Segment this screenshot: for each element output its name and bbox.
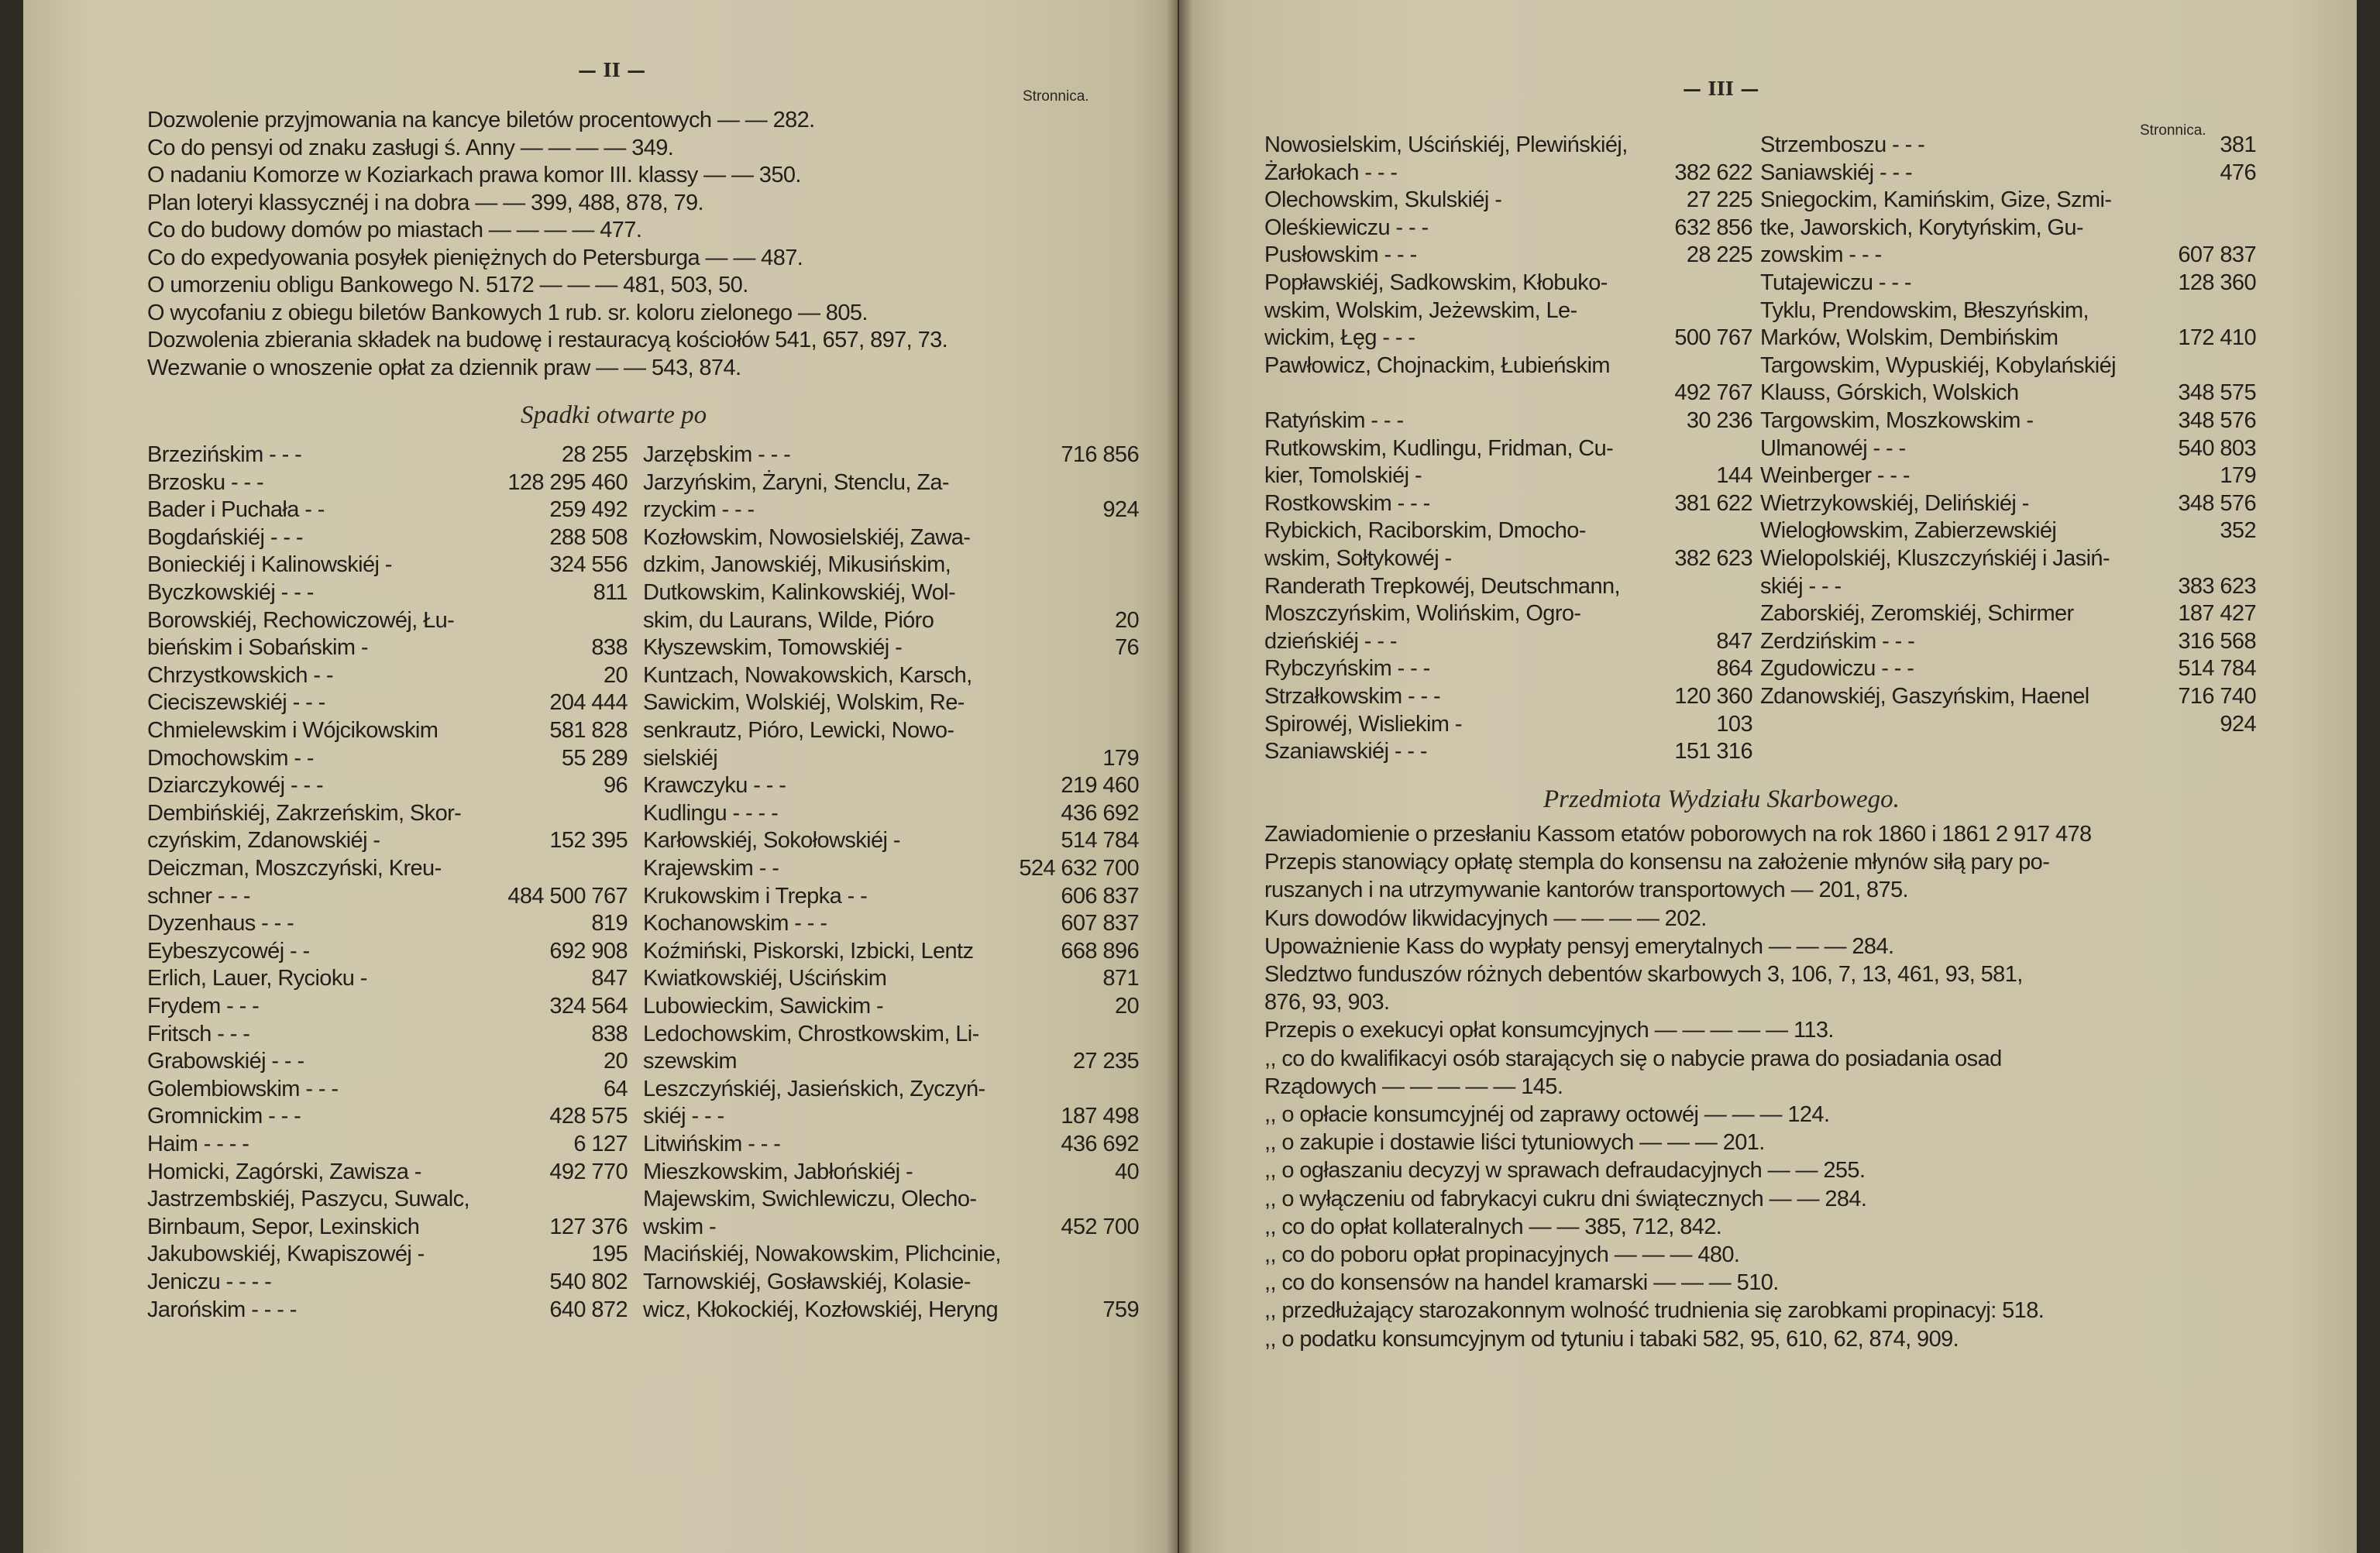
index-line: 876, 93, 903.: [1264, 990, 1390, 1015]
entry-pages: 27 235: [1072, 1049, 1139, 1074]
index-line: O wycofaniu z obiegu biletów Bankowych 1 rub. sr. koloru zielonego — 805.: [147, 300, 868, 325]
entry-name: senkrautz, Pióro, Lewicki, Nowo-: [643, 718, 954, 743]
entry-name: Bonieckiéj i Kalinowskiéj -: [147, 552, 392, 578]
index-line: ,, o ogłaszaniu decyzyj w sprawach defraudacyjnych — — 255.: [1264, 1158, 1866, 1184]
entry-name: Leszczyńskiéj, Jasieńskich, Zyczyń-: [643, 1076, 985, 1101]
entry-name: Oleśkiewiczu - - -: [1264, 215, 1429, 240]
entry-pages: 514 784: [1061, 828, 1139, 854]
entry-pages: 716 740: [2178, 684, 2256, 709]
entry-name: Bogdańskiéj - - -: [147, 524, 303, 550]
entry-name: Targowskim, Wypuskiéj, Kobylańskiéj: [1760, 352, 2117, 378]
index-line: ,, o zakupie i dostawie liści tytuniowych — — — 201.: [1264, 1130, 1765, 1156]
entry-name: Sniegockim, Kamińskim, Gize, Szmi-: [1760, 187, 2112, 213]
entry-name: Zaborskiéj, Zeromskiéj, Schirmer: [1760, 601, 2074, 627]
index-line: Plan loteryi klassycznéj i na dobra — — 399, 488, 878, 79.: [147, 190, 704, 215]
entry-name: Zdanowskiéj, Gaszyńskim, Haenel: [1760, 684, 2089, 709]
entry-name: rzyckim - - -: [643, 497, 755, 523]
index-line: Wezwanie o wnoszenie opłat za dziennik praw — — 543, 874.: [147, 355, 741, 380]
index-line: Kurs dowodów likwidacyjnych — — — — 202.: [1264, 905, 1707, 931]
entry-name: zowskim - - -: [1760, 242, 1882, 268]
index-line: ,, co do konsensów na handel kramarski — — — 510.: [1264, 1270, 1779, 1296]
book-gutter: [1166, 0, 1192, 1553]
index-line: Upoważnienie Kass do wypłaty pensyj emerytalnych — — — 284.: [1264, 933, 1894, 959]
index-line: ,, co do opłat kollateralnych — — 385, 712, 842.: [1264, 1214, 1722, 1239]
entry-pages: 204 444: [549, 690, 628, 716]
entry-name: Saniawskiéj - - -: [1760, 160, 1913, 185]
entry-pages: 540 802: [549, 1270, 628, 1294]
entry-pages: 20: [603, 1049, 628, 1074]
stronnica-label: Stronnica.: [1023, 88, 1089, 105]
entry-pages: 606 837: [1061, 883, 1139, 909]
entry-pages: 838: [591, 1021, 628, 1046]
index-line: Co do expedyowania posyłek pieniężnych do Petersburga — — 487.: [147, 245, 803, 270]
entry-pages: 692 908: [549, 938, 628, 964]
index-line: Rządowych — — — — — 145.: [1264, 1074, 1563, 1099]
entry-pages: 96: [603, 773, 628, 799]
entry-pages: 151 316: [1674, 739, 1752, 764]
entry-pages: 352: [2220, 518, 2256, 544]
entry-name: dzieńskiéj - - -: [1264, 628, 1397, 654]
index-line: Dozwolenia zbierania składek na budowę i restauracyą kościołów 541, 657, 897, 73.: [147, 328, 948, 352]
index-line: Zawiadomienie o przesłaniu Kassom etatów poborowych na rok 1860 i 1861 2 917 478: [1264, 822, 2092, 847]
entry-pages: 924: [1102, 497, 1139, 523]
entry-name: Dembińskiéj, Zakrzeńskim, Skor-: [147, 800, 462, 826]
entry-name: Brzezińskim - - -: [147, 442, 302, 467]
entry-pages: 20: [1114, 994, 1139, 1019]
entry-pages: 632 856: [1674, 215, 1752, 240]
entry-pages: 500 767: [1674, 325, 1752, 351]
entry-name: wskim, Sołtykowéj -: [1264, 546, 1452, 571]
entry-name: Tutajewiczu - - -: [1760, 270, 1911, 295]
index-line: Co do budowy domów po miastach — — — — 477.: [147, 218, 642, 242]
entry-name: Weinberger - - -: [1760, 463, 1910, 489]
entry-pages: 607 837: [1061, 911, 1139, 936]
entry-pages: 382 623: [1674, 546, 1752, 571]
entry-name: Żarłokach - - -: [1264, 160, 1398, 185]
entry-pages: 640 872: [549, 1297, 628, 1322]
entry-name: wskim, Wolskim, Jeżewskim, Le-: [1264, 297, 1577, 323]
entry-pages: 348 576: [2178, 408, 2256, 433]
entry-name: Krajewskim - -: [643, 856, 779, 881]
entry-name: Jarzębskim - - -: [643, 442, 791, 467]
entry-pages: 324 556: [549, 552, 628, 578]
entry-name: Spirowéj, Wisliekim -: [1264, 711, 1462, 737]
entry-pages: 27 225: [1686, 187, 1752, 213]
entry-pages: 187 498: [1061, 1104, 1139, 1129]
entry-pages: 20: [1114, 607, 1139, 633]
entry-pages: 30 236: [1686, 408, 1752, 433]
entry-pages: 514 784: [2178, 656, 2256, 682]
entry-name: Kochanowskim - - -: [643, 911, 827, 936]
entry-pages: 128 360: [2178, 270, 2256, 295]
entry-name: Szaniawskiéj - - -: [1264, 739, 1427, 764]
entry-pages: 348 576: [2178, 490, 2256, 516]
entry-name: Tarnowskiéj, Gosławskiéj, Kolasie-: [643, 1270, 971, 1294]
entry-pages: 76: [1114, 635, 1139, 661]
entry-name: Rybickich, Raciborskim, Dmocho-: [1264, 518, 1586, 544]
entry-pages: 668 896: [1061, 938, 1139, 964]
entry-pages: 716 856: [1061, 442, 1139, 467]
entry-name: Ledochowskim, Chrostkowskim, Li-: [643, 1021, 979, 1046]
entry-name: Golembiowskim - - -: [147, 1076, 339, 1101]
index-line: ,, co do poboru opłat propinacyjnych — — — 480.: [1264, 1242, 1740, 1267]
entry-pages: 847: [1716, 628, 1752, 654]
entry-name: Nowosielskim, Uścińskiéj, Plewińskiéj,: [1264, 132, 1628, 157]
entry-name: Birnbaum, Sepor, Lexinskich: [147, 1214, 420, 1239]
entry-name: Dyzenhaus - - -: [147, 911, 294, 936]
entry-name: Gromnickim - - -: [147, 1104, 301, 1129]
index-line: ,, co do kwalifikacyi osób starających się o nabycie prawa do posiadania osad: [1264, 1046, 2002, 1071]
entry-name: Strzemboszu - - -: [1760, 132, 1925, 157]
entry-name: Wielopolskiéj, Kluszczyńskiéj i Jasiń-: [1760, 546, 2110, 571]
page-number: — II —: [578, 59, 646, 81]
entry-pages: 55 289: [561, 745, 628, 771]
index-line: O umorzeniu obligu Bankowego N. 5172 — — — 481, 503, 50.: [147, 273, 748, 297]
entry-name: skim, du Laurans, Wilde, Pióro: [643, 607, 934, 633]
entry-name: Rutkowskim, Kudlingu, Fridman, Cu-: [1264, 435, 1614, 461]
entry-pages: 381: [2220, 132, 2256, 157]
entry-name: Dziarczykowéj - - -: [147, 773, 324, 799]
entry-pages: 348 575: [2178, 380, 2256, 406]
entry-name: Borowskiéj, Rechowiczowéj, Łu-: [147, 607, 455, 633]
entry-name: Kozłowskim, Nowosielskiéj, Zawa-: [643, 524, 971, 550]
index-line: O nadaniu Komorze w Koziarkach prawa komor III. klassy — — 350.: [147, 163, 801, 187]
entry-name: Krukowskim i Trepka - -: [643, 883, 868, 909]
entry-name: Kłyszewskim, Tomowskiéj -: [643, 635, 903, 661]
entry-pages: 871: [1102, 966, 1139, 991]
entry-name: Homicki, Zagórski, Zawisza -: [147, 1159, 421, 1184]
entry-pages: 103: [1716, 711, 1752, 737]
entry-name: Jarońskim - - - -: [147, 1297, 297, 1322]
entry-pages: 452 700: [1061, 1214, 1139, 1239]
right-page: [1179, 0, 2357, 1553]
entry-pages: 476: [2220, 160, 2256, 185]
entry-name: Jeniczu - - - -: [147, 1270, 272, 1294]
entry-name: Zgudowiczu - - -: [1760, 656, 1914, 682]
entry-name: Wielogłowskim, Zabierzewskiéj: [1760, 518, 2057, 544]
left-page: [23, 0, 1178, 1553]
entry-pages: 195: [591, 1242, 628, 1267]
entry-pages: 607 837: [2178, 242, 2256, 268]
entry-pages: 187 427: [2178, 601, 2256, 627]
page-number: — III —: [1683, 77, 1759, 100]
entry-pages: 838: [591, 635, 628, 661]
entry-name: wicz, Kłokockiéj, Kozłowskiéj, Heryng: [643, 1297, 999, 1322]
entry-name: schner - - -: [147, 883, 250, 909]
entry-pages: 484 500 767: [507, 883, 628, 909]
entry-pages: 179: [2220, 463, 2256, 489]
index-line: Przepis stanowiący opłatę stempla do konsensu na założenie młynów siłą pary po-: [1264, 850, 2050, 875]
entry-name: Erlich, Lauer, Rycioku -: [147, 966, 367, 991]
entry-pages: 811: [593, 580, 628, 605]
entry-pages: 128 295 460: [507, 469, 628, 495]
entry-name: Olechowskim, Skulskiéj -: [1264, 187, 1502, 213]
entry-name: Dutkowskim, Kalinkowskiéj, Wol-: [643, 580, 956, 605]
entry-name: Kuntzach, Nowakowskich, Karsch,: [643, 662, 972, 688]
entry-pages: 20: [603, 662, 628, 688]
entry-pages: 436 692: [1061, 1132, 1139, 1156]
entry-name: Cieciszewskiéj - - -: [147, 690, 325, 716]
entry-name: Tyklu, Prendowskim, Błeszyńskim,: [1760, 297, 2089, 323]
entry-name: Haim - - - -: [147, 1132, 249, 1156]
entry-pages: 172 410: [2178, 325, 2256, 351]
entry-name: wskim -: [643, 1214, 717, 1239]
index-line: ,, przedłużający starozakonnym wolność trudnienia się zarobkami propinacyj: 518.: [1264, 1298, 2045, 1324]
entry-name: Fritsch - - -: [147, 1021, 250, 1046]
stronnica-label: Stronnica.: [2140, 122, 2206, 139]
entry-pages: 524 632 700: [1019, 856, 1139, 881]
index-line: ,, o wyłączeniu od fabrykacyi cukru dni świątecznych — — 284.: [1264, 1186, 1867, 1211]
entry-name: Pawłowicz, Chojnackim, Łubieńskim: [1264, 352, 1610, 378]
entry-pages: 383 623: [2178, 573, 2256, 599]
index-line: ,, o opłacie konsumcyjnéj od zaprawy octowéj — — — 124.: [1264, 1102, 1830, 1127]
entry-pages: 6 127: [573, 1132, 628, 1156]
entry-name: tke, Jaworskich, Korytyńskim, Gu-: [1760, 215, 2083, 240]
section-heading: Spadki otwarte po: [521, 401, 707, 429]
entry-name: Dmochowskim - -: [147, 745, 314, 771]
entry-pages: 120 360: [1674, 684, 1752, 709]
index-line: ruszanych i na utrzymywanie kantorów transportowych — 201, 875.: [1264, 878, 1908, 903]
entry-pages: 581 828: [549, 718, 628, 743]
entry-pages: 28 225: [1686, 242, 1752, 268]
entry-name: Bader i Puchała - -: [147, 497, 325, 523]
entry-name: Litwińskim - - -: [643, 1132, 781, 1156]
entry-name: Byczkowskiéj - - -: [147, 580, 314, 605]
entry-pages: 179: [1102, 745, 1139, 771]
entry-pages: 382 622: [1674, 160, 1752, 185]
entry-pages: 381 622: [1674, 490, 1752, 516]
index-line: Co do pensyi od znaku zasługi ś. Anny — — — — 349.: [147, 135, 674, 160]
entry-name: Brzosku - - -: [147, 469, 264, 495]
entry-name: Krawczyku - - -: [643, 773, 786, 799]
entry-pages: 324 564: [549, 994, 628, 1019]
entry-name: Jarzyńskim, Żaryni, Stenclu, Za-: [643, 469, 949, 495]
entry-pages: 288 508: [549, 524, 628, 550]
entry-pages: 864: [1716, 656, 1752, 682]
entry-name: Targowskim, Moszkowskim -: [1760, 408, 2034, 433]
index-line: Sledztwo funduszów różnych debentów skarbowych 3, 106, 7, 13, 461, 93, 581,: [1264, 962, 2023, 987]
index-line: ,, o podatku konsumcyjnym od tytuniu i tabaki 582, 95, 610, 62, 874, 909.: [1264, 1326, 1959, 1352]
entry-name: Randerath Trepkowéj, Deutschmann,: [1264, 573, 1620, 599]
entry-name: Marków, Wolskim, Dembińskim: [1760, 325, 2058, 351]
entry-name: Karłowskiéj, Sokołowskiéj -: [643, 828, 900, 854]
entry-pages: 436 692: [1061, 800, 1139, 826]
entry-pages: 259 492: [549, 497, 628, 523]
entry-pages: 40: [1114, 1159, 1139, 1184]
entry-name: Jastrzembskiéj, Paszycu, Suwalc,: [147, 1187, 469, 1212]
entry-name: Zerdzińskim - - -: [1760, 628, 1915, 654]
entry-name: Frydem - - -: [147, 994, 260, 1019]
entry-name: Chmielewskim i Wójcikowskim: [147, 718, 439, 743]
entry-name: Chrzystkowskich - -: [147, 662, 333, 688]
index-line: Przepis o exekucyi opłat konsumcyjnych — — — — — 113.: [1264, 1018, 1834, 1043]
entry-name: Deiczman, Moszczyński, Kreu-: [147, 856, 442, 881]
entry-name: Sawickim, Wolskiéj, Wolskim, Re-: [643, 690, 965, 716]
entry-name: skiéj - - -: [643, 1104, 724, 1129]
entry-name: sielskiéj: [643, 745, 718, 771]
entry-name: czyńskim, Zdanowskiéj -: [147, 828, 380, 854]
entry-name: Wietrzykowskiéj, Delińskiéj -: [1760, 490, 2029, 516]
entry-pages: 144: [1716, 463, 1752, 489]
entry-name: Ratyńskim - - -: [1264, 408, 1404, 433]
entry-name: Strzałkowskim - - -: [1264, 684, 1441, 709]
entry-pages: 759: [1102, 1297, 1139, 1322]
entry-name: Rybczyńskim - - -: [1264, 656, 1430, 682]
entry-pages: 847: [591, 966, 628, 991]
entry-pages: 219 460: [1061, 773, 1139, 799]
entry-name: szewskim: [643, 1049, 737, 1074]
entry-pages: 64: [603, 1076, 628, 1101]
entry-pages: 152 395: [549, 828, 628, 854]
entry-name: Eybeszycowéj - -: [147, 938, 310, 964]
entry-name: Grabowskiéj - - -: [147, 1049, 304, 1074]
entry-name: Rostkowskim - - -: [1264, 490, 1430, 516]
entry-name: Mieszkowskim, Jabłońskiéj -: [643, 1159, 913, 1184]
entry-name: kier, Tomolskiéj -: [1264, 463, 1422, 489]
entry-pages: 428 575: [549, 1104, 628, 1129]
entry-name: Majewskim, Swichlewiczu, Olecho-: [643, 1187, 977, 1212]
entry-name: skiéj - - -: [1760, 573, 1842, 599]
index-line: Dozwolenie przyjmowania na kancye biletów procentowych — — 282.: [147, 108, 815, 132]
entry-pages: 28 255: [561, 442, 628, 467]
entry-name: Moszczyńskim, Wolińskim, Ogro-: [1264, 601, 1581, 627]
entry-name: Kwiatkowskiéj, Uścińskim: [643, 966, 887, 991]
entry-name: Pusłowskim - - -: [1264, 242, 1417, 268]
entry-name: Koźmiński, Piskorski, Izbicki, Lentz: [643, 938, 974, 964]
entry-pages: 127 376: [549, 1214, 628, 1239]
entry-pages: 540 803: [2178, 435, 2256, 461]
entry-name: Lubowieckim, Sawickim -: [643, 994, 884, 1019]
entry-name: bieńskim i Sobańskim -: [147, 635, 368, 661]
entry-pages: 492 767: [1674, 380, 1752, 406]
entry-name: Ulmanowéj - - -: [1760, 435, 1906, 461]
entry-pages: 492 770: [549, 1159, 628, 1184]
entry-name: Macińskiéj, Nowakowskim, Plichcinie,: [643, 1242, 1001, 1267]
entry-name: wickim, Łęg - - -: [1264, 325, 1415, 351]
entry-pages: 316 568: [2178, 628, 2256, 654]
entry-name: Jakubowskiéj, Kwapiszowéj -: [147, 1242, 425, 1267]
entry-name: Kudlingu - - - -: [643, 800, 779, 826]
entry-pages: 819: [591, 911, 628, 936]
entry-pages: 924: [2220, 711, 2256, 737]
entry-name: dzkim, Janowskiéj, Mikusińskim,: [643, 552, 951, 578]
section-heading: Przedmiota Wydziału Skarbowego.: [1543, 785, 1900, 813]
entry-name: Klauss, Górskich, Wolskich: [1760, 380, 2019, 406]
entry-name: Popławskiéj, Sadkowskim, Kłobuko-: [1264, 270, 1608, 295]
